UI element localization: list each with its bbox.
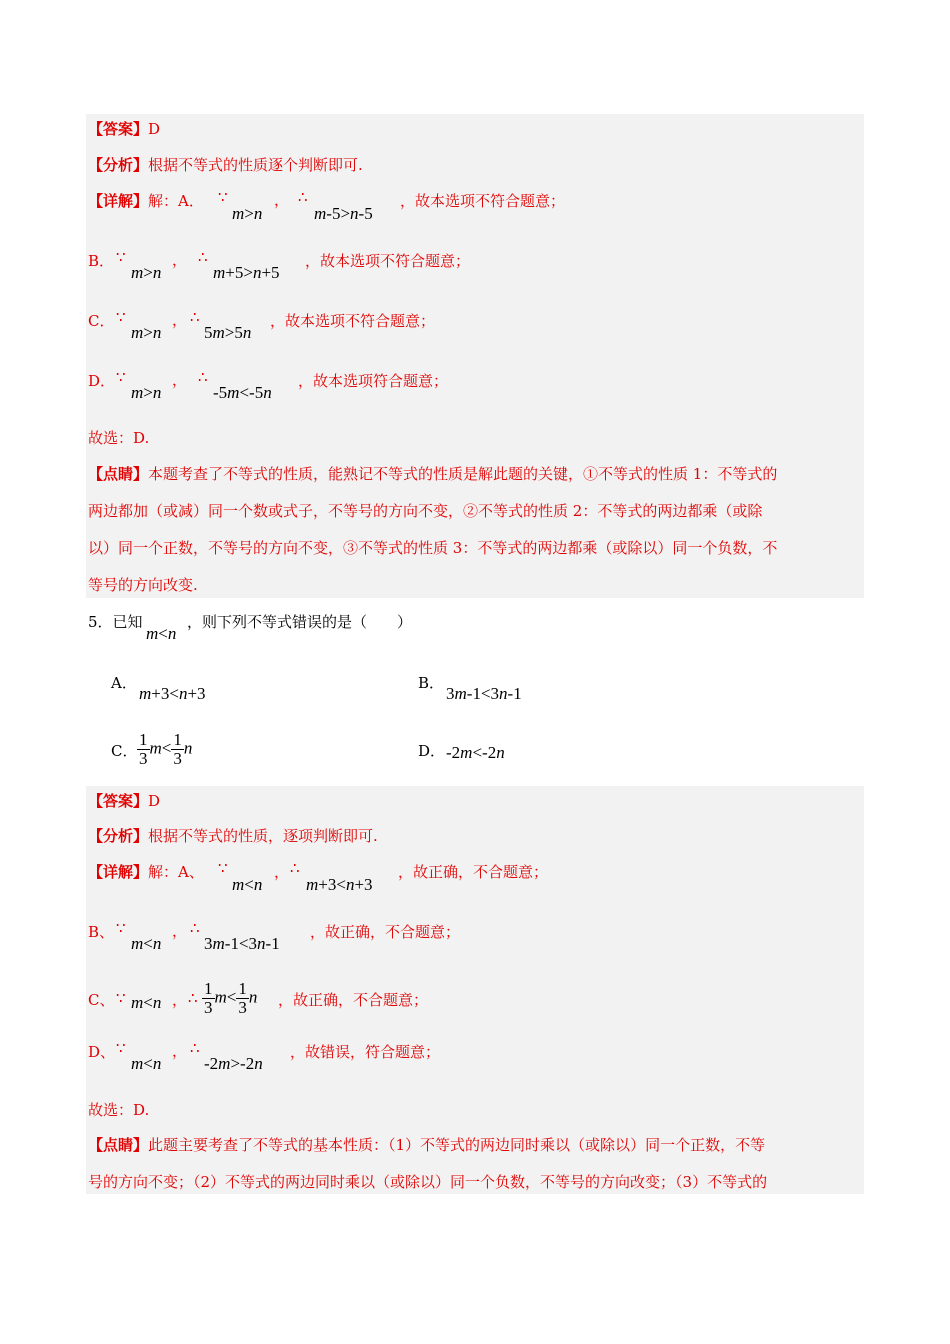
comment-line: 等号的方向改变. [88,576,198,594]
math-result: $\frac{1}{3}$ m< $\frac{1}{3}$ n [204,979,258,1017]
comment-line: 【点睛】本题考查了不等式的性质，能熟记不等式的性质是解此题的关键，①不等式的性质 1：不等式的 [88,465,778,483]
option-prefix: B． [88,252,115,270]
because-symbol: ∵ [116,1039,126,1057]
verdict-text: ，故本选项不符合题意； [270,312,436,330]
therefore-symbol: ∴ [190,308,200,326]
comma: ， [172,251,188,269]
choose-line: 故选：D. [88,429,150,447]
analysis-line: 【分析】根据不等式的性质，逐项判断即可. [88,827,378,845]
option-d-expression: -2m<-2n [446,743,505,762]
because-symbol: ∵ [116,308,126,326]
verdict-text: ，故本选项符合题意； [298,372,449,390]
verdict-text: ，故错误，符合题意； [290,1043,441,1061]
option-a-expression: m+3<n+3 [139,684,206,703]
math-condition: m>n [131,323,162,342]
comma: ， [172,371,188,389]
solution-block-q4 [86,114,864,598]
comment-line: 【点睛】此题主要考查了不等式的基本性质：（1）不等式的两边同时乘以（或除以）同一个正数，不等 [88,1136,766,1154]
math-condition: m<n [131,1054,162,1073]
comment-line: 两边都加（或减）同一个数或式子，不等号的方向不变，②不等式的性质 2：不等式的两边都乘（或除 [88,502,763,520]
because-symbol: ∵ [116,248,126,266]
option-prefix: C． [88,312,115,330]
detail-label: 【详解】 [88,192,149,210]
verdict-text: ，故正确，不合题意； [310,923,461,941]
math-condition: m>n [232,204,263,223]
option-d-label: D． [418,742,446,760]
comma: ， [172,922,188,940]
option-a-label: A． [111,674,137,692]
comment-line: 以）同一个正数，不等号的方向不变，③不等式的性质 3：不等式的两边都乘（或除以）同一个负数，不 [88,539,778,557]
therefore-symbol: ∴ [188,989,198,1007]
therefore-symbol: ∴ [198,248,208,266]
comma: ， [274,191,290,209]
verdict-text: ，故本选项不符合题意； [305,252,471,270]
comma: ， [172,311,188,329]
math-condition: m>n [131,263,162,282]
detail-line-a [88,191,204,211]
option-c-expression: $\frac{1}{3}$ m< $\frac{1}{3}$ n [139,730,193,768]
math-condition: m<n [131,934,162,953]
option-b-label: B． [418,674,445,692]
therefore-symbol: ∴ [190,1039,200,1057]
comma: ， [172,1042,188,1060]
analysis-line: 【分析】根据不等式的性质逐个判断即可. [88,156,363,174]
question-stem: 5．已知 [88,613,143,631]
therefore-symbol: ∴ [198,368,208,386]
because-symbol: ∵ [116,989,126,1007]
option-c-label: C． [111,742,138,760]
math-result: m-5>n-5 [314,204,373,223]
math-condition: m<n [131,993,162,1012]
detail-line-a [88,862,204,882]
math-result: -2m>-2n [204,1054,263,1073]
answer-line: 【答案】D [88,792,161,810]
verdict-text: ，故本选项不符合题意； [400,192,566,210]
math-result: m+5>n+5 [213,263,280,282]
math-result: -5m<-5n [213,383,272,402]
therefore-symbol: ∴ [298,188,308,206]
comma: ， [172,991,188,1009]
therefore-symbol: ∴ [290,859,300,877]
detail-prefix: 解：A、 [148,863,204,881]
answer-line: 【答案】D [88,120,161,138]
option-b-expression: 3m-1<3n-1 [446,684,522,703]
verdict-text: ，故正确，不合题意； [278,991,429,1009]
question-stem-tail: ，则下列不等式错误的是（ ） [187,613,413,631]
detail-label: 【详解】 [88,863,149,881]
comma: ， [274,863,290,881]
math-result: m+3<n+3 [306,875,373,894]
math-result: 3m-1<3n-1 [204,934,280,953]
because-symbol: ∵ [218,859,228,877]
comment-line: 号的方向不变；（2）不等式的两边同时乘以（或除以）同一个负数，不等号的方向改变；（3）不等式的 [88,1173,768,1191]
math-condition: m<n [146,624,177,643]
math-condition: m<n [232,875,263,894]
option-prefix: C、 [88,991,115,1009]
because-symbol: ∵ [116,919,126,937]
option-prefix: D、 [88,1043,116,1061]
math-result: 5m>5n [204,323,252,342]
because-symbol: ∵ [116,368,126,386]
option-prefix: D． [88,372,116,390]
option-prefix: B、 [88,923,115,941]
therefore-symbol: ∴ [190,919,200,937]
because-symbol: ∵ [218,188,228,206]
math-condition: m>n [131,383,162,402]
choose-line: 故选：D. [88,1101,150,1119]
detail-prefix: 解：A． [148,192,204,210]
verdict-text: ，故正确，不合题意； [398,863,549,881]
